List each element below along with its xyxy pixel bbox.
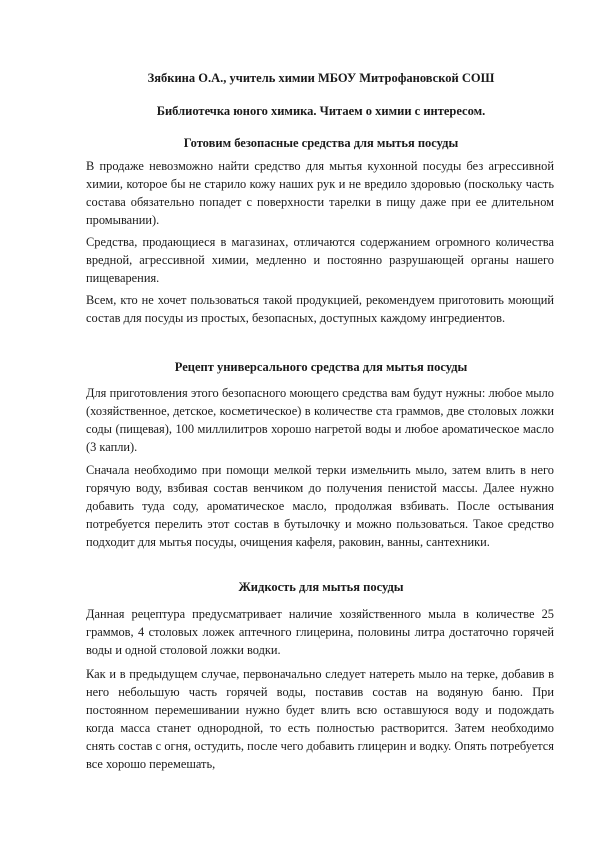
recipe2-heading: Жидкость для мытья посуды <box>238 580 404 594</box>
recipe1-heading: Рецепт универсального средства для мытья посуды <box>174 360 468 374</box>
intro-paragraph-1: В продаже невозможно найти средство для мытья кухонной посуды без агрессивной химии, которое бы не старило кожу наших рук и не вредило здоровью (поскольку часть состава обязательно попадет с поверхности тарелки в пищу даже при ее длительном промывании). <box>86 159 554 227</box>
recipe2-paragraph-1: Данная рецептура предусматривает наличие хозяйственного мыла в количестве 25 граммов, 4 столовых ложек аптечного глицерина, половины литра достаточно горячей воды и одной столовой ложки водки. <box>86 607 554 657</box>
intro-paragraph-3: Всем, кто не хочет пользоваться такой продукцией, рекомендуем приготовить моющий состав для посуды из простых, безопасных, доступных каждому ингредиентов. <box>86 293 554 325</box>
intro-paragraph-2: Средства, продающиеся в магазинах, отличаются содержанием огромного количества вредной, агрессивной химии, медленно и постоянно разрушающей органы нашего пищеварения. <box>86 235 554 285</box>
recipe2-paragraph-2: Как и в предыдущем случае, первоначально следует натереть мыло на терке, добавив в него небольшую часть горячей воды, поставив состав на водяную баню. При постоянном перемешивании нужно будет влить всю оставшуюся воду и подождать когда масса станет однородной, то есть полностью растворится. Затем необходимо снять состав с огня, остудить, после чего добавить глицерин и водку. Опять потребуется все хорошо перемешать, <box>86 667 554 771</box>
author-line: Зябкина О.А., учитель химии МБОУ Митрофановской СОШ <box>147 71 495 85</box>
recipe1-paragraph-1: Для приготовления этого безопасного моющего средства вам будут нужны: любое мыло (хозяйственное, детское, косметическое) в количестве ста граммов, две столовых ложки соды (пищевая), 100 миллилитров хорошо нагретой воды и любое ароматическое масло (3 капли). <box>86 386 554 454</box>
article-title: Готовим безопасные средства для мытья посуды <box>183 136 459 150</box>
series-title: Библиотечка юного химика. Читаем о химии с интересом. <box>156 104 486 118</box>
recipe1-paragraph-2: Сначала необходимо при помощи мелкой терки измельчить мыло, затем влить в него горячую воду, взбивая состав венчиком до получения пенистой массы. Далее нужно добавить туда соду, ароматическое масло, продолжая взбивать. После остывания потребуется перелить этот состав в бутылочку и можно пользоваться. Такое средство подходит для мытья посуды, очищения кафеля, раковин, ванны, сантехники. <box>86 463 554 549</box>
